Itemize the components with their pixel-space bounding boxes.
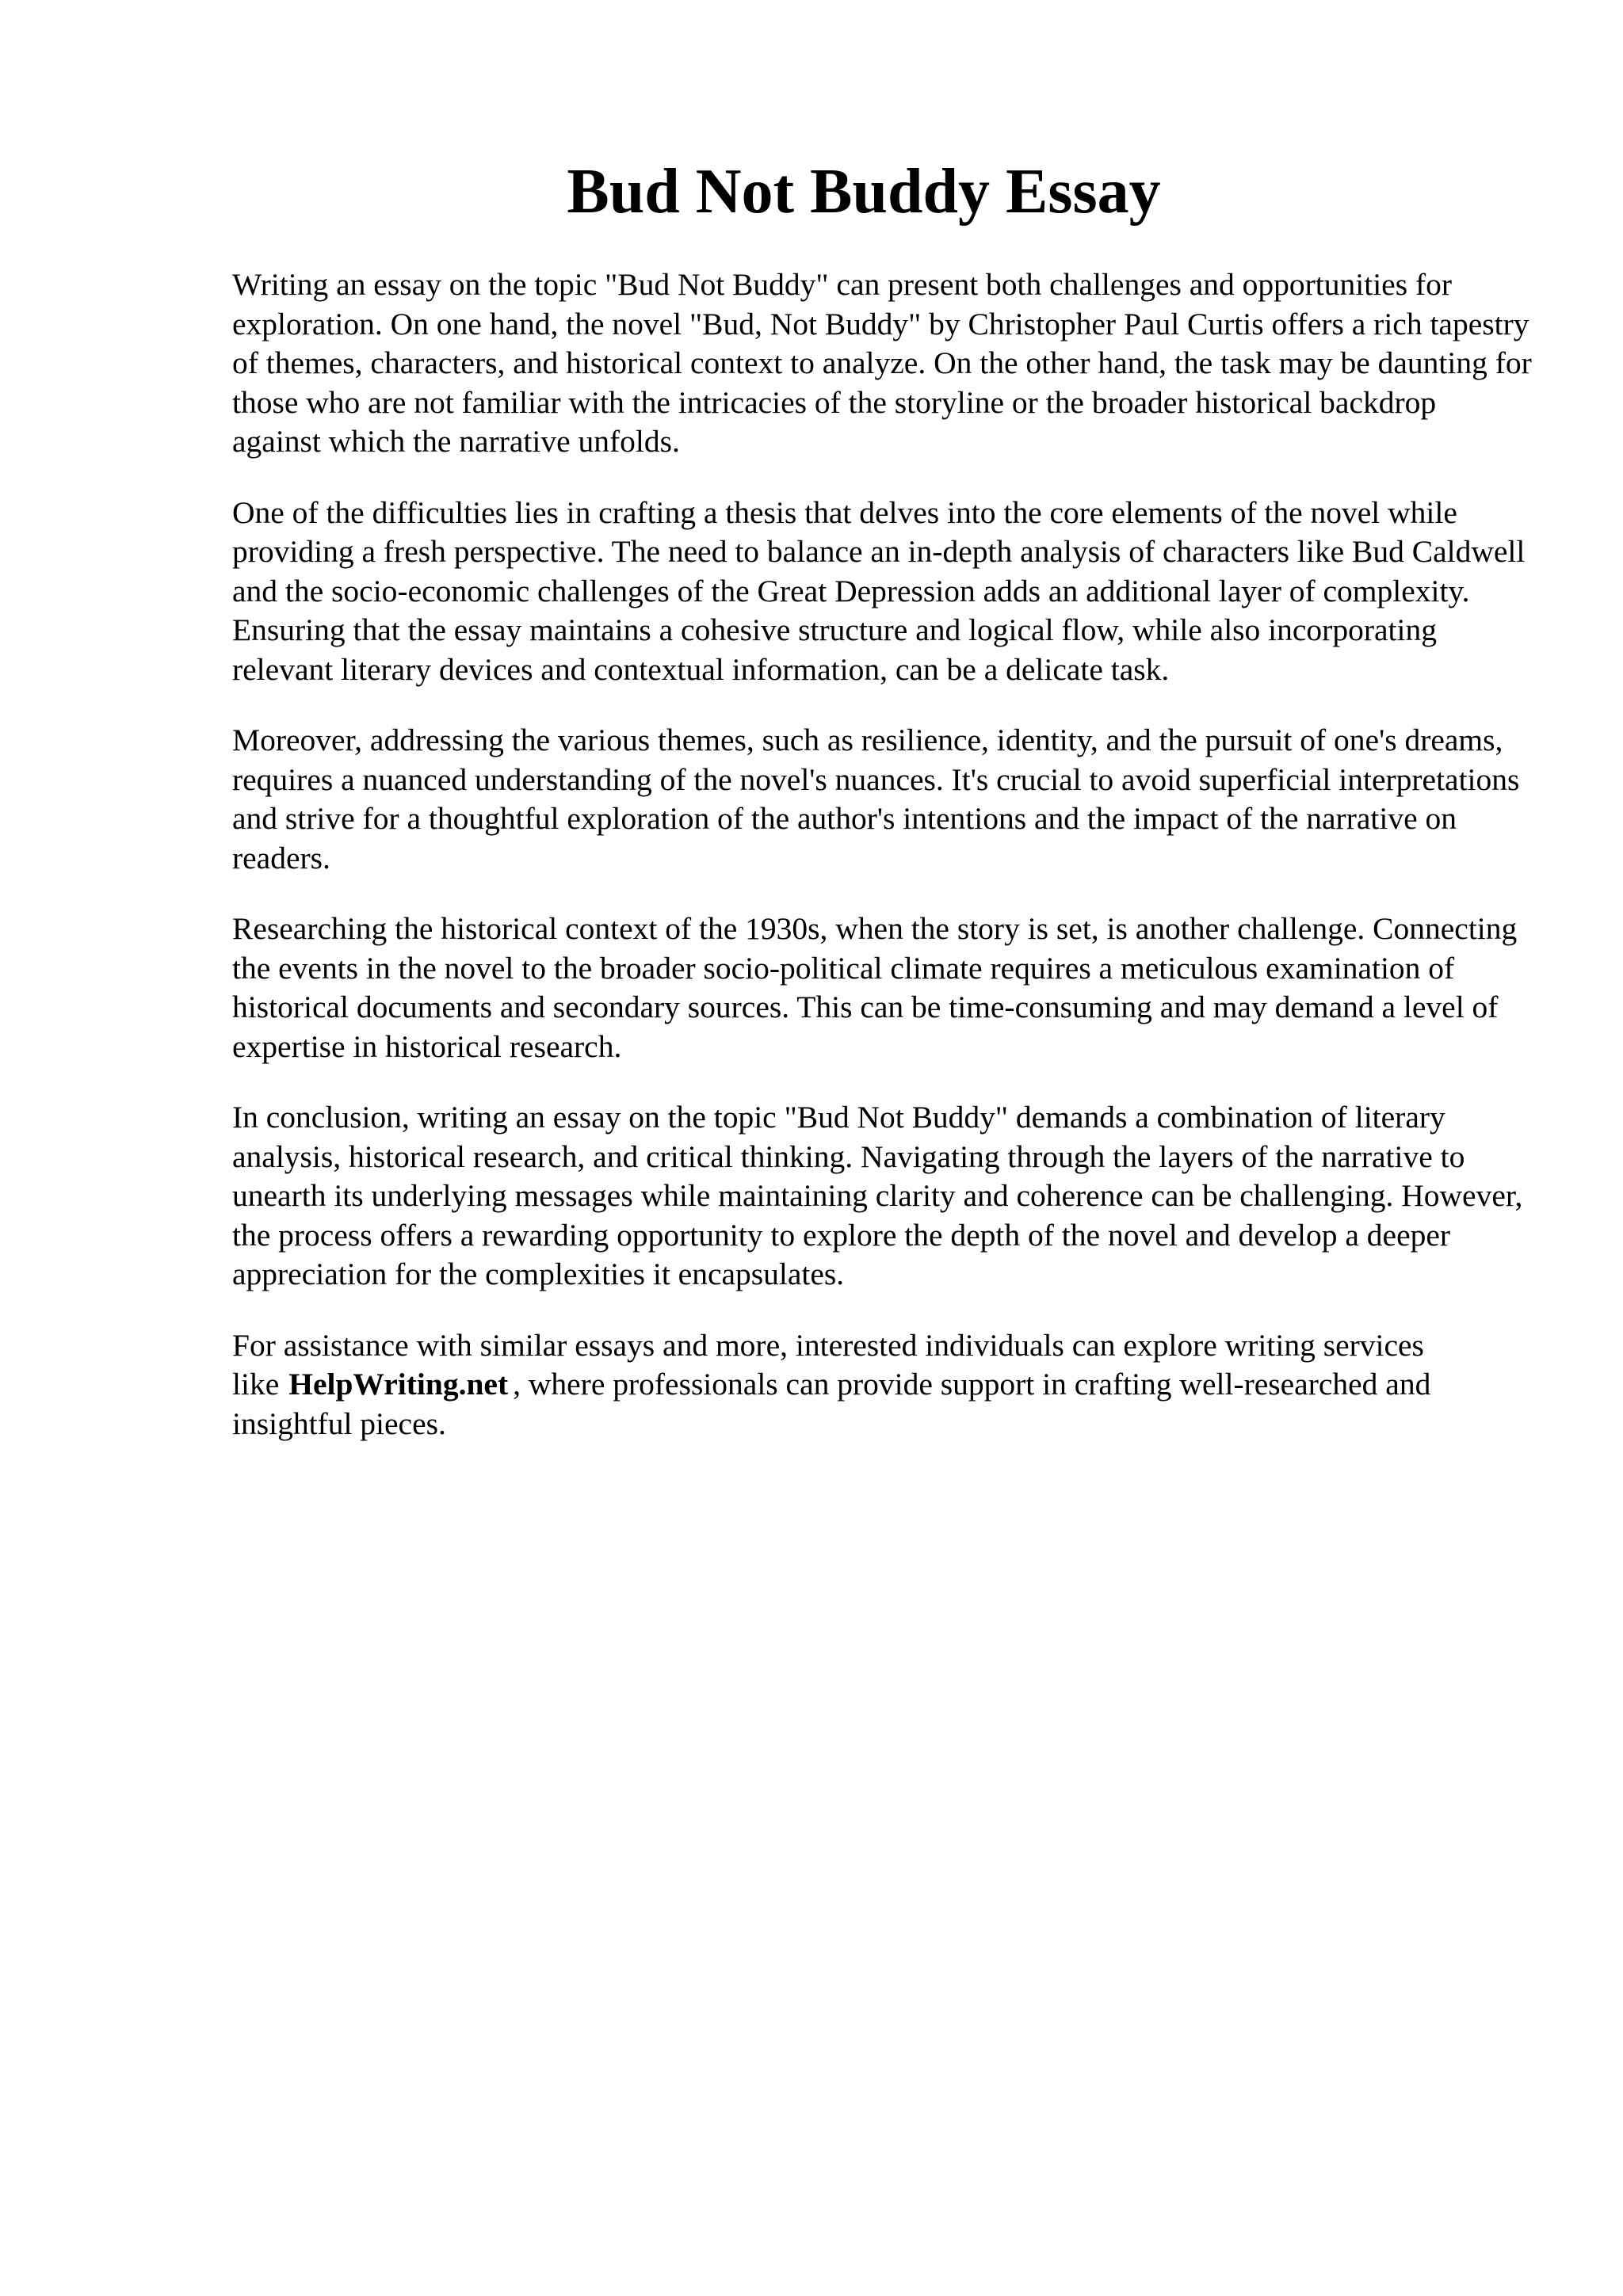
paragraph-3: Moreover, addressing the various themes, such as resilience, identity, and the pursuit of one's dreams, requires a nuanced understanding of the novel's nuances. It's crucial to avoid superficial interpretations and strive for a thoughtful exploration of the author's intentions and the impact of the narrative on readers. xyxy=(232,723,1520,875)
helpwriting-link[interactable]: HelpWriting.net xyxy=(288,1367,509,1402)
closing-paragraph xyxy=(232,1326,1532,1444)
paragraph-1: Writing an essay on the topic "Bud Not Buddy" can present both challenges and opportunities for exploration. On one hand, the novel "Bud, Not Buddy" by Christopher Paul Curtis offers a rich tapestry of themes, characters, and historical context to analyze. On the other hand, the task may be daunting for those who are not familiar with the intricacies of the storyline or the broader historical backdrop against which the narrative unfolds. xyxy=(232,267,1532,459)
paragraph-2: One of the difficulties lies in crafting a thesis that delves into the core elements of the novel while providing a fresh perspective. The need to balance an in-depth analysis of characters like Bud Caldwell and the socio-economic challenges of the Great Depression adds an additional layer of complexity. Ensuring that the essay maintains a cohesive structure and logical flow, while also incorporating relevant literary devices and contextual information, can be a delicate task. xyxy=(232,494,1526,687)
closing-text-before-link: For assistance with similar essays and more, interested individuals can explore writing services like xyxy=(232,1327,1424,1402)
closing-text-after-link: , where professionals can provide support in crafting well-researched and insightful pieces. xyxy=(232,1367,1431,1441)
paragraph-5: In conclusion, writing an essay on the topic "Bud Not Buddy" demands a combination of literary analysis, historical research, and critical thinking. Navigating through the layers of the narrative to unearth its underlying messages while maintaining clarity and coherence can be challenging. However, the process offers a rewarding opportunity to explore the depth of the novel and develop a deeper appreciation for the complexities it encapsulates. xyxy=(232,1100,1523,1291)
page-title: Bud Not Buddy Essay xyxy=(567,157,1161,227)
essay-body xyxy=(232,265,1532,1475)
paragraph-4: Researching the historical context of the 1930s, when the story is set, is another challenge. Connecting the events in the novel to the broader socio-political climate requires a meticulous examination of historical documents and secondary sources. This can be time-consuming and may demand a level of expertise in historical research. xyxy=(232,911,1518,1064)
